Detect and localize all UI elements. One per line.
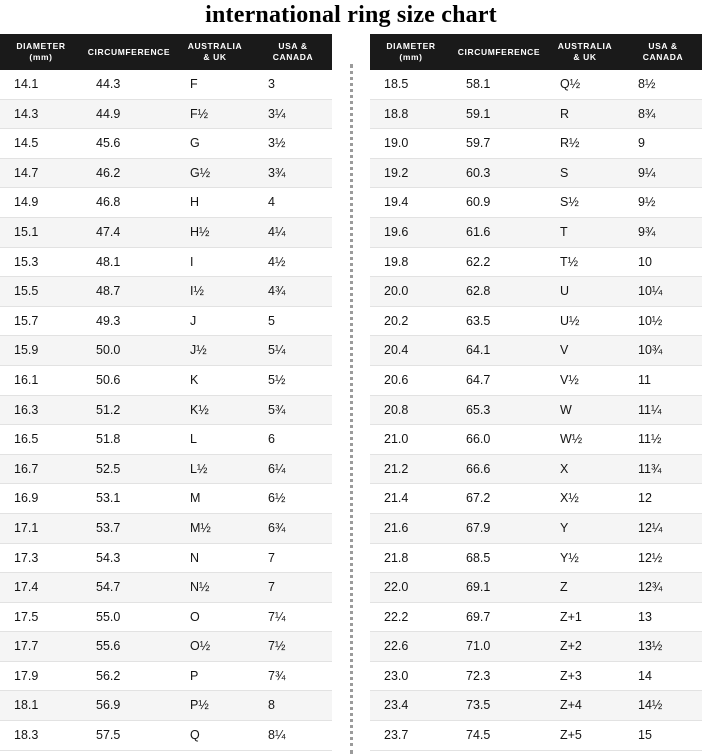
cell-australia-uk: W½	[546, 425, 624, 455]
cell-circumference: 45.6	[82, 129, 176, 159]
cell-circumference: 58.1	[452, 70, 546, 99]
cell-australia-uk: Z+1	[546, 602, 624, 632]
cell-diameter: 18.8	[370, 99, 452, 129]
cell-circumference: 59.7	[452, 129, 546, 159]
ring-size-table-right	[370, 34, 702, 751]
cell-usa-canada: 9¼	[624, 158, 702, 188]
header-usa-canada	[624, 34, 702, 70]
cell-usa-canada: 8	[254, 691, 332, 721]
cell-circumference: 64.1	[452, 336, 546, 366]
cell-circumference: 56.9	[82, 691, 176, 721]
cell-usa-canada: 4¾	[254, 277, 332, 307]
cell-usa-canada: 3¾	[254, 158, 332, 188]
cell-circumference: 55.6	[82, 632, 176, 662]
cell-australia-uk: Q½	[546, 70, 624, 99]
cell-circumference: 62.2	[452, 247, 546, 277]
cell-diameter: 21.2	[370, 454, 452, 484]
cell-circumference: 50.6	[82, 365, 176, 395]
cell-usa-canada: 3	[254, 70, 332, 99]
cell-circumference: 53.7	[82, 513, 176, 543]
cell-circumference: 63.5	[452, 306, 546, 336]
cell-diameter: 20.6	[370, 365, 452, 395]
cell-usa-canada: 5½	[254, 365, 332, 395]
cell-diameter: 20.4	[370, 336, 452, 366]
cell-diameter: 16.5	[0, 425, 82, 455]
cell-usa-canada: 9¾	[624, 217, 702, 247]
table-row	[370, 217, 702, 247]
cell-australia-uk: W	[546, 395, 624, 425]
cell-diameter: 20.2	[370, 306, 452, 336]
cell-usa-canada: 13	[624, 602, 702, 632]
cell-circumference: 60.3	[452, 158, 546, 188]
cell-circumference: 44.9	[82, 99, 176, 129]
header-row	[0, 34, 332, 70]
cell-australia-uk: S½	[546, 188, 624, 218]
cell-usa-canada: 10½	[624, 306, 702, 336]
cell-diameter: 15.5	[0, 277, 82, 307]
cell-usa-canada: 7	[254, 573, 332, 603]
table-row	[0, 158, 332, 188]
table-row	[0, 691, 332, 721]
cell-usa-canada: 9½	[624, 188, 702, 218]
cell-usa-canada: 11	[624, 365, 702, 395]
cell-usa-canada: 6¾	[254, 513, 332, 543]
cell-diameter: 17.9	[0, 661, 82, 691]
cell-usa-canada: 11¼	[624, 395, 702, 425]
cell-australia-uk: I½	[176, 277, 254, 307]
cell-diameter: 17.1	[0, 513, 82, 543]
right-table-wrap	[370, 34, 702, 751]
page-title: international ring size chart	[205, 2, 497, 28]
cell-diameter: 18.3	[0, 721, 82, 751]
cell-australia-uk: R	[546, 99, 624, 129]
cell-usa-canada: 6¼	[254, 454, 332, 484]
cell-australia-uk: R½	[546, 129, 624, 159]
cell-australia-uk: X	[546, 454, 624, 484]
table-row	[0, 543, 332, 573]
cell-circumference: 54.7	[82, 573, 176, 603]
cell-australia-uk: O	[176, 602, 254, 632]
cell-usa-canada: 3½	[254, 129, 332, 159]
cell-diameter: 19.8	[370, 247, 452, 277]
cell-diameter: 17.4	[0, 573, 82, 603]
cell-circumference: 50.0	[82, 336, 176, 366]
table-row	[0, 602, 332, 632]
table-row	[0, 99, 332, 129]
cell-circumference: 51.2	[82, 395, 176, 425]
left-table-wrap	[0, 34, 332, 751]
ring-size-table-left	[0, 34, 332, 751]
cell-diameter: 15.7	[0, 306, 82, 336]
header-australia-label: AUSTRALIA	[187, 41, 243, 51]
header-diameter-label: DIAMETER	[386, 41, 436, 51]
cell-australia-uk: P½	[176, 691, 254, 721]
cell-usa-canada: 11½	[624, 425, 702, 455]
header-usa-label: USA &	[648, 41, 678, 51]
cell-circumference: 65.3	[452, 395, 546, 425]
cell-diameter: 18.1	[0, 691, 82, 721]
cell-circumference: 68.5	[452, 543, 546, 573]
cell-circumference: 69.1	[452, 573, 546, 603]
cell-circumference: 53.1	[82, 484, 176, 514]
header-diameter-sub: (mm)	[399, 52, 423, 62]
cell-usa-canada: 14	[624, 661, 702, 691]
cell-usa-canada: 7¼	[254, 602, 332, 632]
cell-diameter: 21.4	[370, 484, 452, 514]
cell-diameter: 14.5	[0, 129, 82, 159]
cell-usa-canada: 7	[254, 543, 332, 573]
cell-australia-uk: Z+4	[546, 691, 624, 721]
cell-australia-uk: X½	[546, 484, 624, 514]
cell-usa-canada: 4¼	[254, 217, 332, 247]
cell-australia-uk: G½	[176, 158, 254, 188]
cell-circumference: 52.5	[82, 454, 176, 484]
cell-diameter: 17.3	[0, 543, 82, 573]
cell-circumference: 69.7	[452, 602, 546, 632]
header-circumference	[82, 34, 176, 70]
cell-usa-canada: 4	[254, 188, 332, 218]
header-australia-uk	[546, 34, 624, 70]
cell-australia-uk: V	[546, 336, 624, 366]
cell-circumference: 71.0	[452, 632, 546, 662]
cell-diameter: 19.4	[370, 188, 452, 218]
cell-diameter: 23.0	[370, 661, 452, 691]
cell-circumference: 59.1	[452, 99, 546, 129]
table-row	[0, 188, 332, 218]
cell-diameter: 23.7	[370, 721, 452, 751]
cell-diameter: 15.9	[0, 336, 82, 366]
cell-australia-uk: T½	[546, 247, 624, 277]
header-usa-sub: CANADA	[642, 52, 684, 62]
table-row	[0, 336, 332, 366]
cell-diameter: 14.9	[0, 188, 82, 218]
cell-usa-canada: 12¾	[624, 573, 702, 603]
cell-diameter: 17.7	[0, 632, 82, 662]
cell-australia-uk: N	[176, 543, 254, 573]
header-usa-label: USA &	[278, 41, 308, 51]
cell-diameter: 16.3	[0, 395, 82, 425]
cell-circumference: 73.5	[452, 691, 546, 721]
cell-australia-uk: M	[176, 484, 254, 514]
cell-australia-uk: Z+5	[546, 721, 624, 751]
cell-circumference: 46.2	[82, 158, 176, 188]
table-row	[0, 306, 332, 336]
table-row	[370, 129, 702, 159]
cell-australia-uk: K½	[176, 395, 254, 425]
cell-usa-canada: 10¼	[624, 277, 702, 307]
cell-australia-uk: T	[546, 217, 624, 247]
table-row	[370, 632, 702, 662]
right-table-body	[370, 70, 702, 750]
cell-circumference: 67.9	[452, 513, 546, 543]
cell-diameter: 19.6	[370, 217, 452, 247]
header-diameter	[370, 34, 452, 70]
table-row	[370, 721, 702, 751]
cell-circumference: 64.7	[452, 365, 546, 395]
cell-diameter: 16.7	[0, 454, 82, 484]
cell-australia-uk: Q	[176, 721, 254, 751]
cell-circumference: 51.8	[82, 425, 176, 455]
table-row	[0, 129, 332, 159]
cell-circumference: 61.6	[452, 217, 546, 247]
header-australia-sub: & UK	[573, 52, 597, 62]
cell-diameter: 20.0	[370, 277, 452, 307]
cell-usa-canada: 12½	[624, 543, 702, 573]
cell-diameter: 14.1	[0, 70, 82, 99]
cell-usa-canada: 9	[624, 129, 702, 159]
cell-usa-canada: 12	[624, 484, 702, 514]
cell-usa-canada: 7½	[254, 632, 332, 662]
cell-australia-uk: O½	[176, 632, 254, 662]
cell-circumference: 56.2	[82, 661, 176, 691]
cell-diameter: 17.5	[0, 602, 82, 632]
cell-australia-uk: H	[176, 188, 254, 218]
cell-diameter: 22.0	[370, 573, 452, 603]
table-row	[370, 365, 702, 395]
header-diameter	[0, 34, 82, 70]
cell-usa-canada: 15	[624, 721, 702, 751]
cell-australia-uk: Y½	[546, 543, 624, 573]
cell-usa-canada: 13½	[624, 632, 702, 662]
table-row	[0, 632, 332, 662]
table-row	[370, 70, 702, 99]
cell-circumference: 48.1	[82, 247, 176, 277]
cell-australia-uk: G	[176, 129, 254, 159]
cell-usa-canada: 8¾	[624, 99, 702, 129]
cell-australia-uk: F	[176, 70, 254, 99]
right-table-header	[370, 34, 702, 70]
table-row	[370, 158, 702, 188]
cell-circumference: 67.2	[452, 484, 546, 514]
table-row	[0, 454, 332, 484]
cell-usa-canada: 3¼	[254, 99, 332, 129]
cell-usa-canada: 5¾	[254, 395, 332, 425]
header-australia-sub: & UK	[203, 52, 227, 62]
table-row	[370, 543, 702, 573]
table-row	[370, 691, 702, 721]
table-row	[0, 217, 332, 247]
cell-diameter: 16.1	[0, 365, 82, 395]
cell-australia-uk: Y	[546, 513, 624, 543]
cell-australia-uk: Z	[546, 573, 624, 603]
cell-diameter: 18.5	[370, 70, 452, 99]
cell-australia-uk: L½	[176, 454, 254, 484]
cell-usa-canada: 4½	[254, 247, 332, 277]
cell-diameter: 15.3	[0, 247, 82, 277]
cell-diameter: 23.4	[370, 691, 452, 721]
cell-australia-uk: U½	[546, 306, 624, 336]
header-australia-label: AUSTRALIA	[557, 41, 613, 51]
table-row	[370, 602, 702, 632]
cell-circumference: 44.3	[82, 70, 176, 99]
table-row	[370, 425, 702, 455]
table-row	[0, 277, 332, 307]
cell-diameter: 21.6	[370, 513, 452, 543]
header-circumference-label: CIRCUMFERENCE	[87, 46, 171, 57]
ring-size-chart-page	[0, 2, 702, 749]
cell-usa-canada: 5	[254, 306, 332, 336]
cell-australia-uk: J	[176, 306, 254, 336]
cell-australia-uk: H½	[176, 217, 254, 247]
cell-circumference: 60.9	[452, 188, 546, 218]
table-row	[370, 306, 702, 336]
cell-australia-uk: N½	[176, 573, 254, 603]
cell-diameter: 14.7	[0, 158, 82, 188]
cell-australia-uk: M½	[176, 513, 254, 543]
table-row	[370, 513, 702, 543]
header-circumference-label: CIRCUMFERENCE	[457, 46, 541, 57]
cell-australia-uk: Z+2	[546, 632, 624, 662]
cell-diameter: 22.2	[370, 602, 452, 632]
cell-usa-canada: 6½	[254, 484, 332, 514]
cell-circumference: 74.5	[452, 721, 546, 751]
cell-australia-uk: Z+3	[546, 661, 624, 691]
cell-circumference: 72.3	[452, 661, 546, 691]
table-row	[370, 454, 702, 484]
cell-circumference: 55.0	[82, 602, 176, 632]
tables-container	[0, 34, 702, 754]
table-row	[370, 247, 702, 277]
table-row	[0, 661, 332, 691]
cell-australia-uk: F½	[176, 99, 254, 129]
table-row	[370, 661, 702, 691]
cell-circumference: 48.7	[82, 277, 176, 307]
cell-circumference: 49.3	[82, 306, 176, 336]
table-row	[0, 395, 332, 425]
cell-diameter: 21.8	[370, 543, 452, 573]
table-row	[0, 70, 332, 99]
cell-diameter: 16.9	[0, 484, 82, 514]
table-row	[0, 425, 332, 455]
table-row	[370, 277, 702, 307]
cell-usa-canada: 6	[254, 425, 332, 455]
cell-usa-canada: 8¼	[254, 721, 332, 751]
dotted-line	[350, 64, 353, 754]
table-row	[370, 336, 702, 366]
header-diameter-sub: (mm)	[29, 52, 53, 62]
cell-circumference: 66.6	[452, 454, 546, 484]
cell-australia-uk: U	[546, 277, 624, 307]
cell-diameter: 21.0	[370, 425, 452, 455]
cell-circumference: 46.8	[82, 188, 176, 218]
table-row	[0, 513, 332, 543]
cell-circumference: 54.3	[82, 543, 176, 573]
left-table-header	[0, 34, 332, 70]
cell-usa-canada: 11¾	[624, 454, 702, 484]
cell-australia-uk: L	[176, 425, 254, 455]
cell-usa-canada: 7¾	[254, 661, 332, 691]
cell-circumference: 47.4	[82, 217, 176, 247]
cell-usa-canada: 10¾	[624, 336, 702, 366]
cell-australia-uk: K	[176, 365, 254, 395]
cell-australia-uk: I	[176, 247, 254, 277]
header-usa-sub: CANADA	[272, 52, 314, 62]
cell-diameter: 22.6	[370, 632, 452, 662]
cell-diameter: 15.1	[0, 217, 82, 247]
cell-australia-uk: P	[176, 661, 254, 691]
table-row	[370, 573, 702, 603]
table-row	[0, 365, 332, 395]
column-divider	[346, 34, 356, 754]
cell-diameter: 20.8	[370, 395, 452, 425]
table-row	[0, 721, 332, 751]
cell-diameter: 19.0	[370, 129, 452, 159]
cell-circumference: 66.0	[452, 425, 546, 455]
cell-diameter: 19.2	[370, 158, 452, 188]
header-circumference	[452, 34, 546, 70]
table-row	[370, 484, 702, 514]
left-table-body	[0, 70, 332, 750]
cell-usa-canada: 14½	[624, 691, 702, 721]
table-row	[0, 484, 332, 514]
table-row	[370, 99, 702, 129]
cell-australia-uk: V½	[546, 365, 624, 395]
cell-usa-canada: 10	[624, 247, 702, 277]
cell-usa-canada: 5¼	[254, 336, 332, 366]
cell-usa-canada: 12¼	[624, 513, 702, 543]
table-row	[370, 188, 702, 218]
table-row	[370, 395, 702, 425]
header-row	[370, 34, 702, 70]
cell-circumference: 57.5	[82, 721, 176, 751]
header-diameter-label: DIAMETER	[16, 41, 66, 51]
header-australia-uk	[176, 34, 254, 70]
cell-diameter: 14.3	[0, 99, 82, 129]
header-usa-canada	[254, 34, 332, 70]
cell-australia-uk: S	[546, 158, 624, 188]
cell-usa-canada: 8½	[624, 70, 702, 99]
cell-australia-uk: J½	[176, 336, 254, 366]
table-row	[0, 573, 332, 603]
cell-circumference: 62.8	[452, 277, 546, 307]
table-row	[0, 247, 332, 277]
